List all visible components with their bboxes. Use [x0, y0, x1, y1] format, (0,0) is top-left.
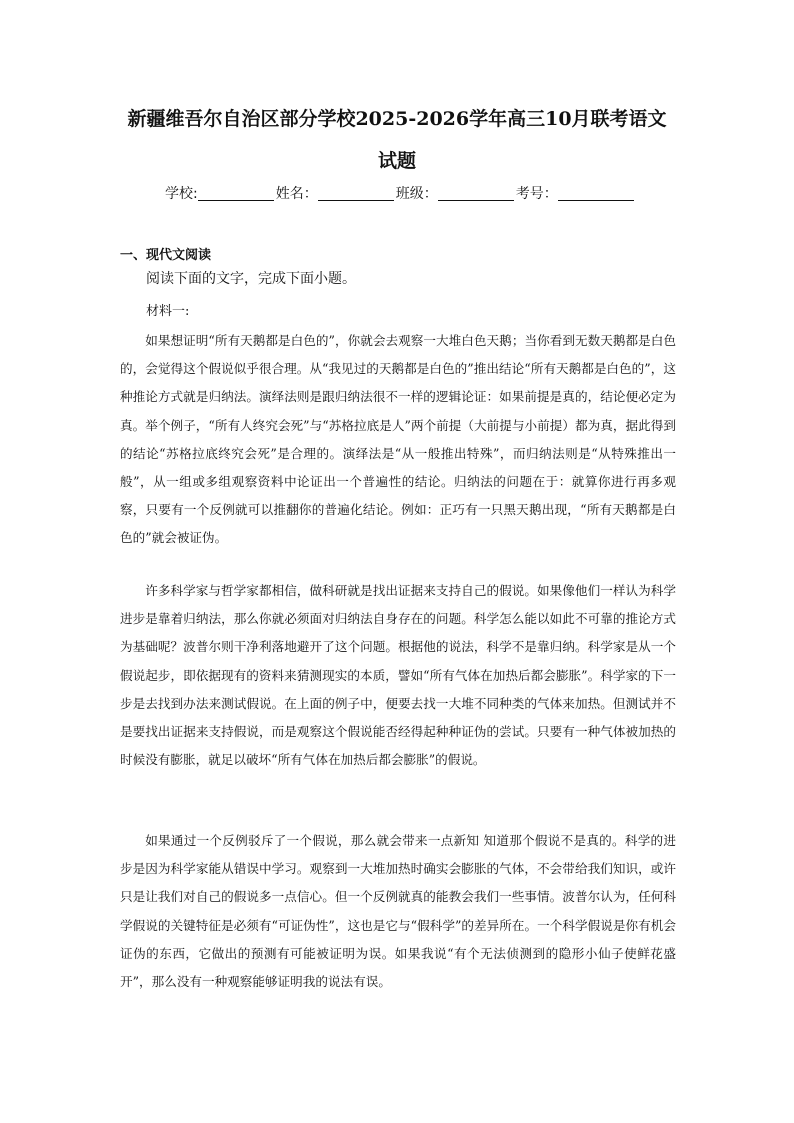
- school-blank[interactable]: [198, 186, 274, 201]
- paragraph-1: 如果想证明“所有天鹅都是白色的”，你就会去观察一大堆白色天鹅；当你看到无数天鹅都是白色的，会觉得这个假说似乎很合理。从“我见过的天鹅都是白色的”推出结论“所有天鹅都是白色的”，这种推论方式就是归纳法。演绎法则是跟归纳法很不一样的逻辑论证：如果前提是真的，结论便必定为真。举个例子，“所有人终究会死”与“苏格拉底是人”两个前提（大前提与小前提）都为真，据此得到的结论“苏格拉底终究会死”是合理的。演绎法是“从一般推出特殊”，而归纳法则是“从特殊推出一般”，从一组或多组观察资料中论证出一个普遍性的结论。归纳法的问题在于：就算你进行再多观察，只要有一个反例就可以推翻你的普遍化结论。例如：正巧有一只黑天鹅出现，“所有天鹅都是白色的”就会被证伪。: [120, 333, 676, 546]
- class-field: [396, 183, 516, 203]
- exam-number-blank[interactable]: [558, 186, 634, 201]
- class-blank[interactable]: [438, 186, 514, 201]
- paragraph-2: 许多科学家与哲学家都相信，做科研就是找出证据来支持自己的假说。如果像他们一样认为科学进步是靠着归纳法，那么你就必须面对归纳法自身存在的问题。科学怎么能以如此不可靠的推论方式为基础呢？波普尔则干净利落地避开了这个问题。根据他的说法，科学不是靠归纳。科学家是从一个假说起步，即依据现有的资料来猜测现实的本质，譬如“所有气体在加热后都会膨胀”。科学家的下一步是去找到办法来测试假说。在上面的例子中，便要去找一大堆不同种类的气体来加热。但测试并不是要找出证据来支持假说，而是观察这个假说能否经得起种种证伪的尝试。只要有一种气体被加热的时候没有膨胀，就足以破坏“所有气体在加热后都会膨胀”的假说。: [120, 583, 676, 768]
- name-field: [276, 183, 396, 203]
- exam-number-label: 考号：: [515, 186, 558, 202]
- student-info-row: [165, 183, 645, 203]
- paragraph-3: 如果通过一个反例驳斥了一个假说，那么就会带来一点新知 知道那个假说不是真的。科学的进步是因为科学家能从错误中学习。观察到一大堆加热时确实会膨胀的气体，不会带给我们知识，或许只是让我们对自己的假说多一点信心。但一个反例就真的能教会我们一些事情。波普尔认为，任何科学假说的关键特征是必须有“可证伪性”，这也是它与“假科学”的差异所在。一个科学假说是你有机会证伪的东西，它做出的预测有可能被证明为误。如果我说“有个无法侦测到的隐形小仙子使鲜花盛开”，那么没有一种观察能够证明我的说法有误。: [120, 833, 676, 990]
- section-heading: 一、现代文阅读: [120, 248, 212, 263]
- exam-title-line-1: 新疆维吾尔自治区部分学校2025-2026学年高三10月联考语文: [127, 108, 667, 130]
- exam-number-field: [516, 183, 636, 203]
- exam-title-line-2: 试题: [377, 150, 416, 172]
- name-blank[interactable]: [318, 186, 394, 201]
- material-label: 材料一:: [146, 304, 190, 319]
- name-label: 姓名：: [275, 186, 318, 202]
- school-label: 学校:: [165, 186, 198, 202]
- reading-instruction: 阅读下面的文字，完成下面小题。: [146, 271, 356, 287]
- class-label: 班级：: [395, 186, 438, 202]
- school-field: [165, 183, 276, 203]
